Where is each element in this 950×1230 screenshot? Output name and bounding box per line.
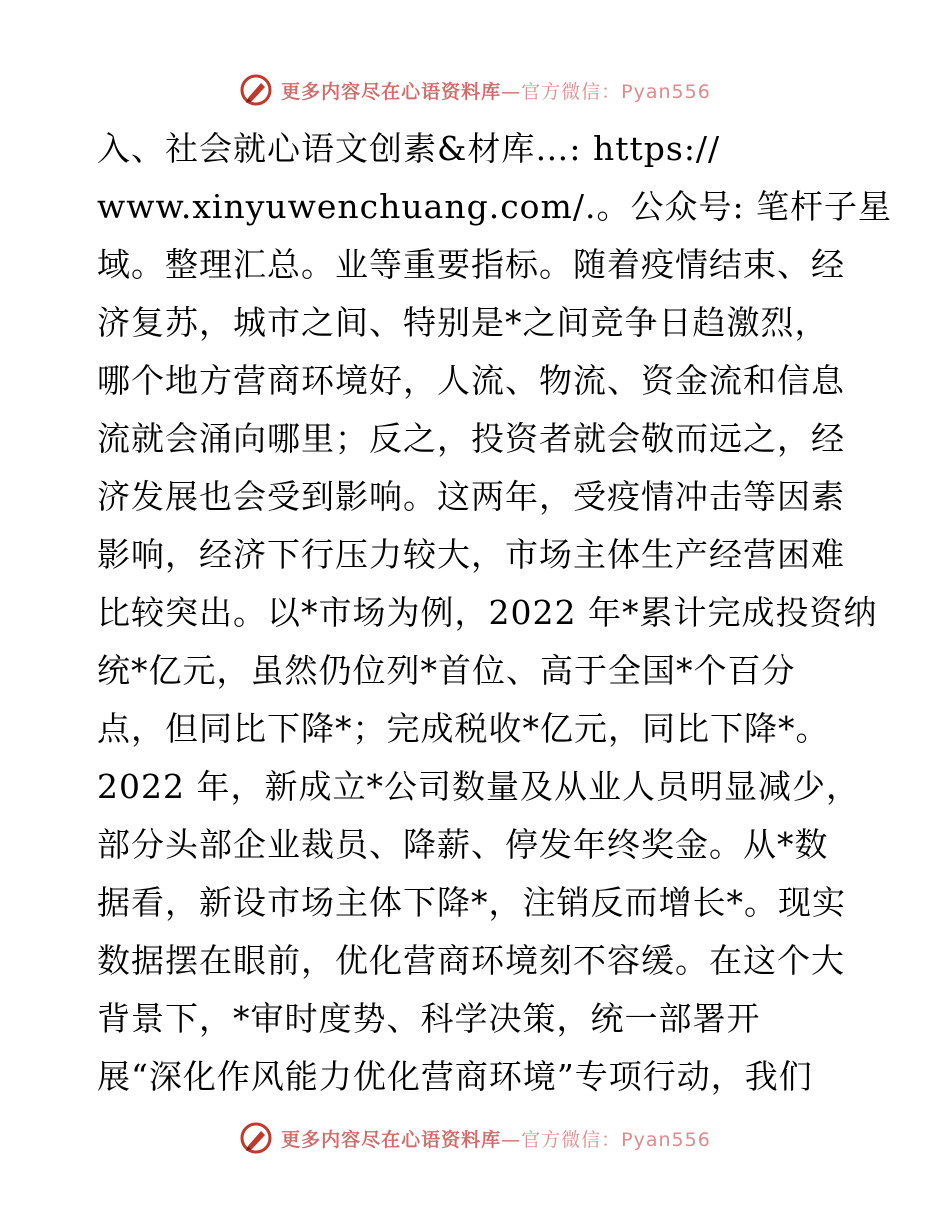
pen-logo-icon: [239, 1121, 273, 1155]
body-line: 哪个地方营商环境好，人流、物流、资金流和信息: [97, 361, 845, 400]
banner-text: 更多内容尽在心语资料库—官方微信：Pyan556: [281, 1128, 711, 1151]
body-line: 比较突出。以*市场为例，2022 年*累计完成投资纳: [97, 593, 878, 632]
body-line: 部分头部企业裁员、降薪、停发年终奖金。从*数: [97, 825, 829, 864]
body-line: 入、社会就心语文创素&材库…: https://: [97, 129, 721, 168]
body-line: 域。整理汇总。业等重要指标。随着疫情结束、经: [97, 245, 845, 284]
body-line: 背景下，*审时度势、科学决策，统一部署开: [97, 999, 761, 1038]
header-watermark-banner: [0, 70, 950, 110]
body-line: 数据摆在眼前，优化营商环境刻不容缓。在这个大: [97, 941, 845, 980]
document-body: [97, 120, 897, 1106]
banner-text: 更多内容尽在心语资料库—官方微信：Pyan556: [281, 80, 711, 103]
body-line: 展“深化作风能力优化营商环境”专项行动，我们: [97, 1057, 813, 1096]
body-line: 2022 年，新成立*公司数量及从业人员明显减少，: [97, 767, 860, 806]
footer-watermark-banner: [0, 1118, 950, 1158]
body-line: 点，但同比下降*；完成税收*亿元，同比下降*。: [97, 709, 830, 748]
pen-logo-icon: [239, 73, 273, 107]
body-line: 济复苏，城市之间、特别是*之间竞争日趋激烈，: [97, 303, 829, 342]
body-line: 济发展也会受到影响。这两年，受疫情冲击等因素: [97, 477, 845, 516]
body-line: 流就会涌向哪里；反之，投资者就会敬而远之，经: [97, 419, 845, 458]
body-line: 统*亿元，虽然仍位列*首位、高于全国*个百分: [97, 651, 796, 690]
body-line: 据看，新设市场主体下降*，注销反而增长*。现实: [97, 883, 846, 922]
body-line: 影响，经济下行压力较大，市场主体生产经营困难: [97, 535, 845, 574]
body-line: www.xinyuwenchuang.com/.。公众号: 笔杆子星: [97, 187, 893, 226]
